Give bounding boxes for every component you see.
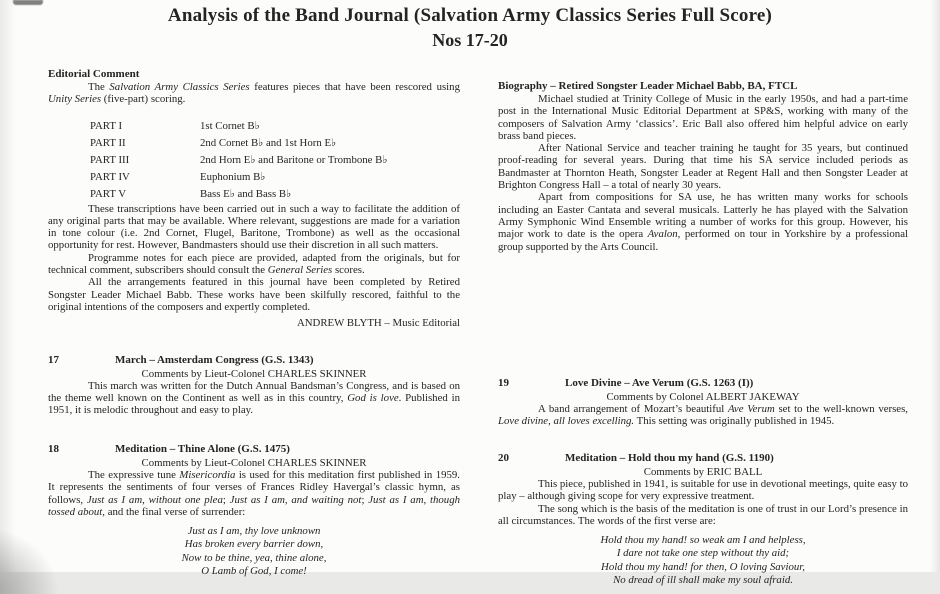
biography-paragraph-2: After National Service and teacher training he taught for 35 years, but continued proof-reading for several years. During that time his SA service included periods as Bandmaster at Thornton Heath, Songster Leader at Regent Hall and then Songster Leader at Brighton Congress Hall – a total of nearly 30 years. bbox=[498, 142, 908, 192]
item-comments-byline: Comments by Lieut-Colonel CHARLES SKINNER bbox=[141, 456, 367, 469]
item-body-paragraph-2: The song which is the basis of the meditation is one of trust in our Lord’s presence in all circumstances. The words of the first verse are: bbox=[498, 502, 908, 527]
item-heading bbox=[498, 377, 908, 390]
editorial-signature: ANDREW BLYTH – Music Editorial bbox=[296, 317, 460, 330]
part-name: PART IV bbox=[90, 170, 130, 183]
scan-right-edge-shadow bbox=[930, 0, 940, 572]
item-comments-byline: Comments by Colonel ALBERT JAKEWAY bbox=[606, 390, 800, 403]
parts-row bbox=[90, 169, 460, 186]
item-number: 19 bbox=[498, 376, 509, 389]
journal-item-19 bbox=[498, 377, 908, 428]
hymn-verse bbox=[498, 534, 908, 587]
part-name: PART III bbox=[90, 153, 130, 166]
verse-line: Hold thou my hand! for then, O loving Saviour, bbox=[601, 560, 805, 573]
verse-line: Hold thou my hand! so weak am I and helpless, bbox=[600, 534, 806, 547]
biography-paragraph-1: Michael studied at Trinity College of Music in the early 1950s, and had a part-time post in the International Music Editorial Department at SP&S, working with many of the composers of Salvation Army ‘classics’. Eric Ball also offered him helpful advice on early brass band pieces. bbox=[498, 93, 908, 142]
hymn-verse bbox=[48, 525, 460, 578]
parts-row bbox=[90, 152, 460, 169]
parts-row bbox=[90, 186, 460, 203]
editorial-intro-paragraph: The Salvation Army Classics Series features pieces that have been rescored using Unity Series (five-part) scoring. bbox=[48, 81, 460, 106]
item-body-paragraph: The expressive tune Misericordia is used for this meditation first published in 1959. It represents the sentiments of four verses of Frances Ridley Havergal’s classic hymn, as follows, Just as I am, without one plea; Just as I am, and waiting not; Just as I am, though tossed about, and the final verse of surrender: bbox=[48, 469, 460, 518]
item-body-paragraph: This march was written for the Dutch Annual Bandsman’s Congress, and is based on the theme well known on the Continent as well as in this country, God is love. Published in 1951, it is melodic throughout and easy to play. bbox=[48, 379, 460, 417]
item-title: Meditation – Hold thou my hand (G.S. 1190) bbox=[565, 451, 774, 464]
verse-line: O Lamb of God, I come! bbox=[201, 564, 307, 577]
part-instruments: 2nd Cornet B♭ and 1st Horn E♭ bbox=[200, 136, 337, 149]
item-title: Love Divine – Ave Verum (G.S. 1263 (I)) bbox=[565, 376, 754, 389]
parts-row bbox=[90, 135, 460, 152]
item-number: 17 bbox=[48, 353, 59, 366]
journal-item-17 bbox=[48, 354, 460, 417]
item-body-paragraph: A band arrangement of Mozart’s beautiful Ave Verum set to the well-known verses, Love divine, all loves excelling. This setting was originally published in 1945. bbox=[498, 403, 909, 428]
part-instruments: Euphonium B♭ bbox=[200, 170, 266, 183]
part-name: PART V bbox=[90, 187, 127, 200]
item-heading bbox=[48, 443, 460, 456]
right-column bbox=[498, 80, 908, 587]
part-name: PART II bbox=[90, 136, 126, 149]
item-heading bbox=[498, 452, 908, 465]
biography-paragraph-3: Apart from compositions for SA use, he has written many works for schools including an Easter Cantata and several musicals. Latterly he has played with the Salvation Army Symphonic Wind Ensemble writing a number of works for this group. However, his major work to date is the opera Avalon, performed on tour in Yorkshire by a professional group supported by the Arts Council. bbox=[498, 191, 908, 253]
title-line-2: Nos 17-20 bbox=[432, 30, 508, 50]
verse-line: Now to be thine, yea, thine alone, bbox=[181, 551, 327, 564]
parts-row bbox=[90, 118, 460, 135]
editorial-transcriptions-paragraph: These transcriptions have been carried out in such a way to facilitate the addition of any original parts that may be available. Where relevant, suggestions are made for a variation in tone colour (i.e. 2nd Cornet, Flugel, Baritone, Trombone) as well as the occasional opportunity for rest. However, Bandmasters should use their discretion in all such matters. bbox=[48, 202, 460, 252]
verse-line: Has broken every barrier down, bbox=[184, 538, 324, 551]
scan-left-edge-shadow bbox=[0, 0, 16, 572]
journal-item-20 bbox=[498, 452, 908, 587]
part-name: PART I bbox=[90, 119, 123, 132]
verse-line: I dare not take one step without thy aid; bbox=[616, 547, 790, 560]
item-comments-byline: Comments by Lieut-Colonel CHARLES SKINNER bbox=[141, 367, 367, 380]
left-column bbox=[48, 68, 460, 578]
parts-table bbox=[90, 118, 460, 203]
item-title: March – Amsterdam Congress (G.S. 1343) bbox=[115, 353, 314, 366]
verse-line: Just as I am, thy love unknown bbox=[187, 525, 321, 538]
verse-line: No dread of ill shall make my soul afraid. bbox=[613, 573, 793, 586]
item-title: Meditation – Thine Alone (G.S. 1475) bbox=[115, 442, 290, 455]
item-body-paragraph: This piece, published in 1941, is suitable for use in devotional meetings, quite easy to play – although giving scope for very expressive treatment. bbox=[498, 478, 908, 503]
biography-heading: Biography – Retired Songster Leader Michael Babb, BA, FTCL bbox=[498, 80, 798, 92]
item-heading bbox=[48, 354, 460, 367]
editorial-programme-paragraph: Programme notes for each piece are provided, adapted from the originals, but for technical comment, subscribers should consult the General Series scores. bbox=[48, 251, 460, 277]
item-number: 18 bbox=[48, 442, 59, 455]
item-number: 20 bbox=[498, 451, 509, 464]
item-comments-byline: Comments by ERIC BALL bbox=[643, 465, 763, 478]
part-instruments: 1st Cornet B♭ bbox=[200, 119, 260, 132]
editorial-heading: Editorial Comment bbox=[48, 68, 140, 80]
editorial-arrangements-paragraph: All the arrangements featured in this journal have been completed by Retired Songster Leader Michael Babb. These works have been skilfully rescored, faithful to the original intentions of the composers and expertly completed. bbox=[48, 276, 460, 313]
part-instruments: Bass E♭ and Bass B♭ bbox=[200, 187, 292, 200]
document-title bbox=[0, 5, 940, 51]
part-instruments: 2nd Horn E♭ and Baritone or Trombone B♭ bbox=[200, 153, 388, 166]
journal-item-18 bbox=[48, 443, 460, 578]
title-line-1: Analysis of the Band Journal (Salvation Army Classics Series Full Score) bbox=[167, 5, 773, 26]
